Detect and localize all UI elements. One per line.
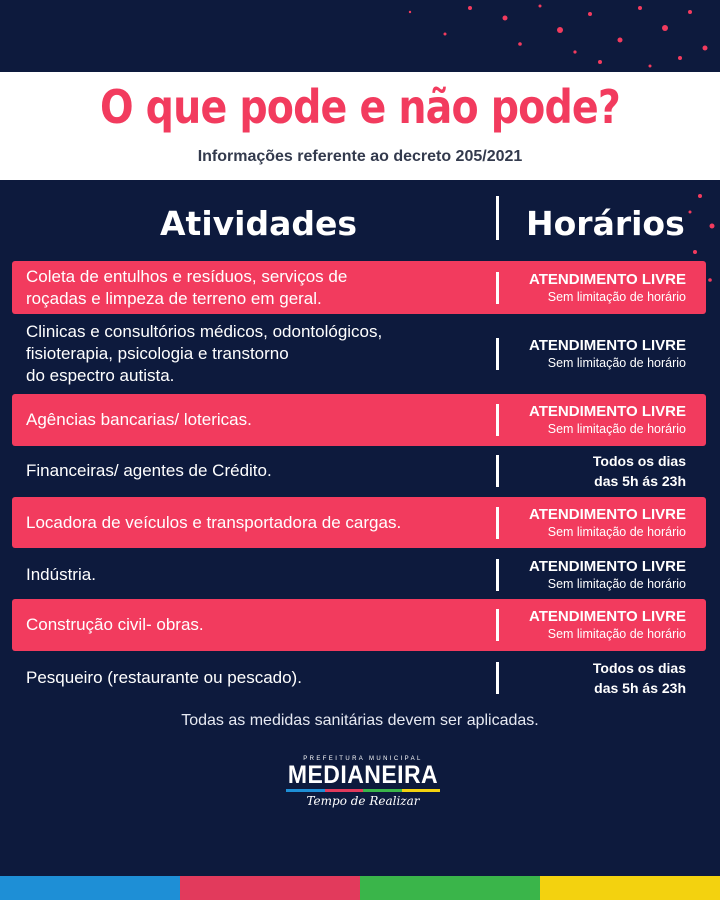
hours-main: ATENDIMENTO LIVRE bbox=[529, 558, 686, 575]
activity-text: Clinicas e consultórios médicos, odontológicos, fisioterapia, psicologia e transtorno do espectro autista. bbox=[26, 322, 383, 385]
activity-text: Coleta de entulhos e resíduos, serviços de roçadas e limpeza de terreno em geral. bbox=[26, 266, 348, 308]
hours-sub: das 5h ás 23h bbox=[594, 680, 686, 696]
hours-main: ATENDIMENTO LIVRE bbox=[529, 337, 686, 354]
hours-sub: Sem limitação de horário bbox=[547, 577, 686, 591]
activity-text: Pesqueiro (restaurante ou pescado). bbox=[26, 668, 302, 687]
activities-column-header: Atividades bbox=[160, 204, 357, 243]
hours-main: ATENDIMENTO LIVRE bbox=[529, 403, 686, 420]
row-divider bbox=[496, 609, 499, 641]
logo-slogan: Tempo de Realizar bbox=[306, 794, 420, 808]
logo-name: MEDIANEIRA bbox=[287, 761, 439, 789]
hours-info bbox=[529, 506, 686, 540]
activity-text: Locadora de veículos e transportadora de cargas. bbox=[26, 512, 402, 532]
hours-info bbox=[593, 658, 686, 698]
hours-sub: Sem limitação de horário bbox=[547, 627, 686, 641]
hours-sub: das 5h ás 23h bbox=[594, 473, 686, 489]
activity-text: Indústria. bbox=[26, 565, 96, 584]
activity-text: Financeiras/ agentes de Crédito. bbox=[26, 461, 272, 480]
hours-main: ATENDIMENTO LIVRE bbox=[529, 608, 686, 625]
hours-sub: Sem limitação de horário bbox=[547, 524, 686, 539]
activity-row bbox=[12, 599, 706, 651]
municipality-logo bbox=[280, 756, 446, 816]
hours-info bbox=[529, 271, 686, 305]
column-divider bbox=[496, 196, 499, 240]
hours-info bbox=[593, 451, 686, 491]
activity-row bbox=[12, 656, 706, 700]
page-title: O que pode e não pode? bbox=[99, 80, 620, 134]
row-divider bbox=[496, 272, 499, 304]
hours-main: ATENDIMENTO LIVRE bbox=[529, 505, 686, 523]
header-band bbox=[0, 72, 720, 180]
hours-sub: Sem limitação de horário bbox=[547, 289, 686, 304]
hours-info bbox=[529, 403, 686, 437]
activity-row bbox=[12, 497, 706, 548]
activity-row bbox=[12, 318, 706, 390]
page-subtitle: Informações referente ao decreto 205/2021 bbox=[197, 148, 523, 165]
bottom-color-bar bbox=[0, 876, 720, 900]
activity-row bbox=[12, 394, 706, 446]
hours-main: ATENDIMENTO LIVRE bbox=[529, 270, 686, 288]
hours-info bbox=[529, 337, 686, 371]
row-divider bbox=[496, 662, 499, 694]
row-divider bbox=[496, 507, 499, 539]
activity-row bbox=[12, 554, 706, 596]
logo-color-stripe bbox=[286, 789, 440, 792]
hours-sub: Sem limitação de horário bbox=[547, 356, 686, 370]
row-divider bbox=[496, 404, 499, 436]
logo-top-text: PREFEITURA MUNICIPAL bbox=[303, 756, 423, 762]
row-divider bbox=[496, 455, 499, 487]
row-divider bbox=[496, 338, 499, 370]
hours-info bbox=[529, 558, 686, 592]
activity-row bbox=[12, 261, 706, 314]
hours-main: Todos os dias bbox=[592, 660, 686, 676]
hours-info bbox=[529, 608, 686, 642]
hours-column-header: Horários bbox=[526, 204, 685, 243]
activity-text: Agências bancarias/ lotericas. bbox=[26, 410, 252, 429]
activity-text: Construção civil- obras. bbox=[26, 615, 204, 634]
footer-note: Todas as medidas sanitárias devem ser aplicadas. bbox=[181, 712, 539, 729]
activity-row bbox=[12, 450, 706, 492]
hours-sub: Sem limitação de horário bbox=[547, 422, 686, 436]
hours-main: Todos os dias bbox=[592, 453, 686, 469]
row-divider bbox=[496, 559, 499, 591]
